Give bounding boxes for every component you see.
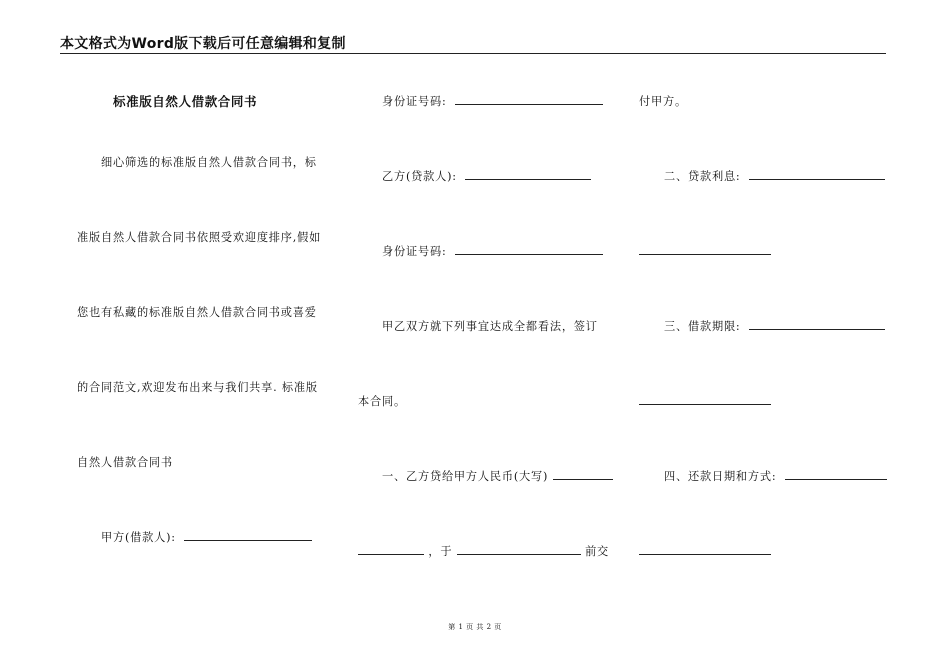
- term-blank[interactable]: [749, 318, 885, 330]
- id-a-blank[interactable]: [455, 93, 603, 105]
- pay-line: 付甲方。: [639, 95, 687, 108]
- intro-line-5: 自然人借款合同书: [77, 456, 173, 469]
- party-b-label: 乙方(贷款人):: [382, 170, 457, 183]
- intro-line-4: 的合同范文,欢迎发布出来与我们共享. 标准版: [77, 381, 318, 394]
- clause-1-line: [382, 468, 613, 484]
- term-label: 三、借款期限:: [664, 320, 741, 333]
- page-number: 第 1 页 共 2 页: [448, 623, 502, 631]
- party-b-line: [382, 168, 591, 184]
- repay-blank[interactable]: [785, 468, 887, 480]
- interest-blank[interactable]: [749, 168, 885, 180]
- header-divider: [60, 53, 886, 54]
- term-cont-blank[interactable]: [639, 393, 771, 405]
- id-b-blank[interactable]: [455, 243, 603, 255]
- party-a-line: [101, 529, 312, 545]
- repay-label: 四、还款日期和方式:: [664, 470, 777, 483]
- qianjiao-text: 前交: [585, 545, 610, 558]
- term-cont-line: [639, 393, 771, 408]
- date-blank[interactable]: [457, 543, 581, 555]
- clause-1-cont-line: [358, 543, 609, 559]
- interest-cont-blank[interactable]: [639, 243, 771, 255]
- party-a-blank[interactable]: [184, 529, 312, 541]
- party-b-blank[interactable]: [465, 168, 591, 180]
- id-b-label: 身份证号码:: [382, 245, 447, 258]
- agreement-line-2: 本合同。: [358, 395, 406, 408]
- clause-1-label: 一、乙方贷给甲方人民币(大写): [382, 470, 549, 483]
- party-a-label: 甲方(借款人):: [101, 531, 176, 544]
- document-header: 本文格式为Word版下载后可任意编辑和复制: [60, 36, 346, 52]
- intro-line-1: 细心筛选的标准版自然人借款合同书，标: [101, 156, 317, 169]
- contract-title: 标准版自然人借款合同书: [113, 94, 258, 109]
- repay-cont-blank[interactable]: [639, 543, 771, 555]
- interest-cont-line: [639, 243, 771, 258]
- id-a-line: [382, 93, 603, 109]
- agreement-line-1: 甲乙双方就下列事宜达成全都看法，签订: [382, 320, 598, 333]
- comma-yu-text: ，于: [428, 545, 453, 558]
- intro-line-2: 准版自然人借款合同书依照受欢迎度排序,假如: [77, 231, 322, 244]
- interest-line: [664, 168, 885, 184]
- repay-line: [664, 468, 887, 484]
- amount-blank[interactable]: [553, 468, 613, 480]
- id-a-label: 身份证号码:: [382, 95, 447, 108]
- intro-line-3: 您也有私藏的标准版自然人借款合同书或喜爱: [77, 306, 317, 319]
- repay-cont-line: [639, 543, 771, 558]
- interest-label: 二、贷款利息:: [664, 170, 741, 183]
- term-line: [664, 318, 885, 334]
- amount-cont-blank[interactable]: [358, 543, 424, 555]
- id-b-line: [382, 243, 603, 259]
